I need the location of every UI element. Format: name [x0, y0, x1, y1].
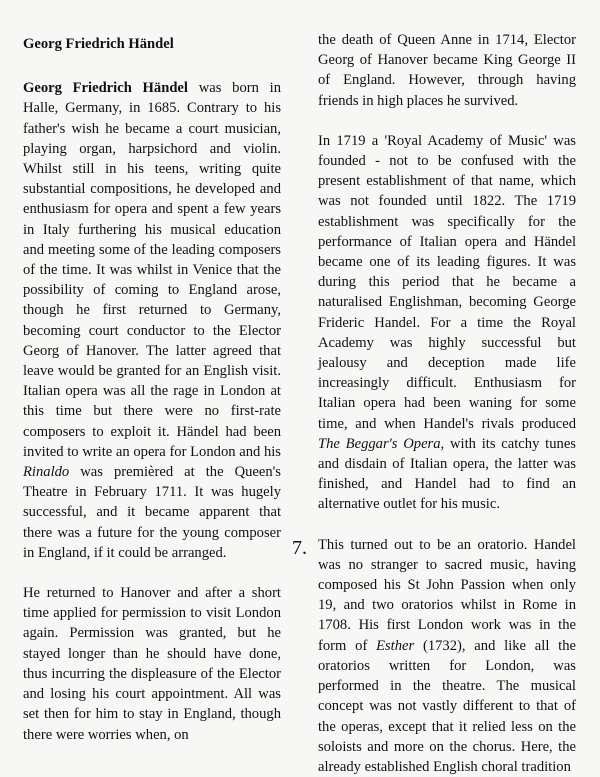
right-column: [318, 30, 576, 777]
paragraph-birth: [23, 78, 281, 563]
paragraph-text: This turned out to be an oratorio. Handel was no stranger to sacred music, having composed his St John Passion when only 19, and two oratorios whilst in Rome in 1708. His first London work was in the form of: [318, 536, 576, 654]
paragraph-text: was premièred at the Queen's Theatre in February 1711. It was hugely successful, and it became apparent that there was a future for the young composer in England, if it could be arranged.: [23, 464, 281, 561]
page-number: 7.: [292, 537, 307, 559]
left-column: [23, 30, 281, 745]
paragraph-oratorio: [318, 535, 576, 777]
paragraph-text: was born in Halle, Germany, in 1685. Contrary to his father's wish he became a court musician, playing organ, harpsichord and violin. Whilst still in his teens, writing quite substantial compositions, he developed and enthusiasm for opera and spent a few years in Italy furthering his musical education and meeting some of the leading composers of the time. It was whilst in Venice that the possibility of coming to England arose, though he first returned to Germany, becoming court conductor to the Elector Georg of Hanover. The latter agreed that leave would be granted for an English visit. Italian opera was all the rage in London at this time but there were no first-rate composers to exploit it. Händel had been invited to write an opera for London and his: [23, 80, 281, 460]
paragraph-lead-name: Georg Friedrich Händel: [23, 80, 188, 97]
work-title-esther: Esther: [376, 637, 415, 654]
work-title-rinaldo: Rinaldo: [23, 464, 70, 481]
work-title-beggars-opera: The Beggar's Opera: [318, 435, 441, 452]
section-title: Georg Friedrich Händel: [23, 36, 174, 52]
paragraph-text: (1732), and like all the oratorios written for London, was performed in the theatre. The musical concept was not vastly different to that of the operas, except that it relied less on the soloists and more on the chorus. Here, the already established English choral tradition: [318, 637, 576, 775]
paragraph-hanover: He returned to Hanover and after a short time applied for permission to visit London again. Permission was granted, but he stayed longer than he should have done, thus incurring the displeasure of the Elector and losing his court appointment. All was set then for him to stay in England, though there were worries when, on: [23, 585, 281, 743]
paragraph-text: , with its catchy tunes and disdain of Italian opera, the latter was finished, and Handel had to find an alternative outlet for his music.: [318, 435, 576, 513]
paragraph-text: In 1719 a 'Royal Academy of Music' was founded - not to be confused with the present establishment of that name, which was not founded until 1822. The 1719 establishment was specifically for the performance of Italian opera and Händel became one of its leading figures. It was during this period that he became a naturalised Englishman, becoming George Frideric Handel. For a time the Royal Academy was highly successful but jealousy and deception made life increasingly difficult. Enthusiasm for Italian opera had been waning for some time, and when Handel's rivals produced: [318, 132, 576, 432]
paragraph-queen-anne: the death of Queen Anne in 1714, Elector Georg of Hanover became King George II of England. However, through having friends in high places he survived.: [318, 32, 576, 109]
paragraph-royal-academy: [318, 131, 576, 515]
